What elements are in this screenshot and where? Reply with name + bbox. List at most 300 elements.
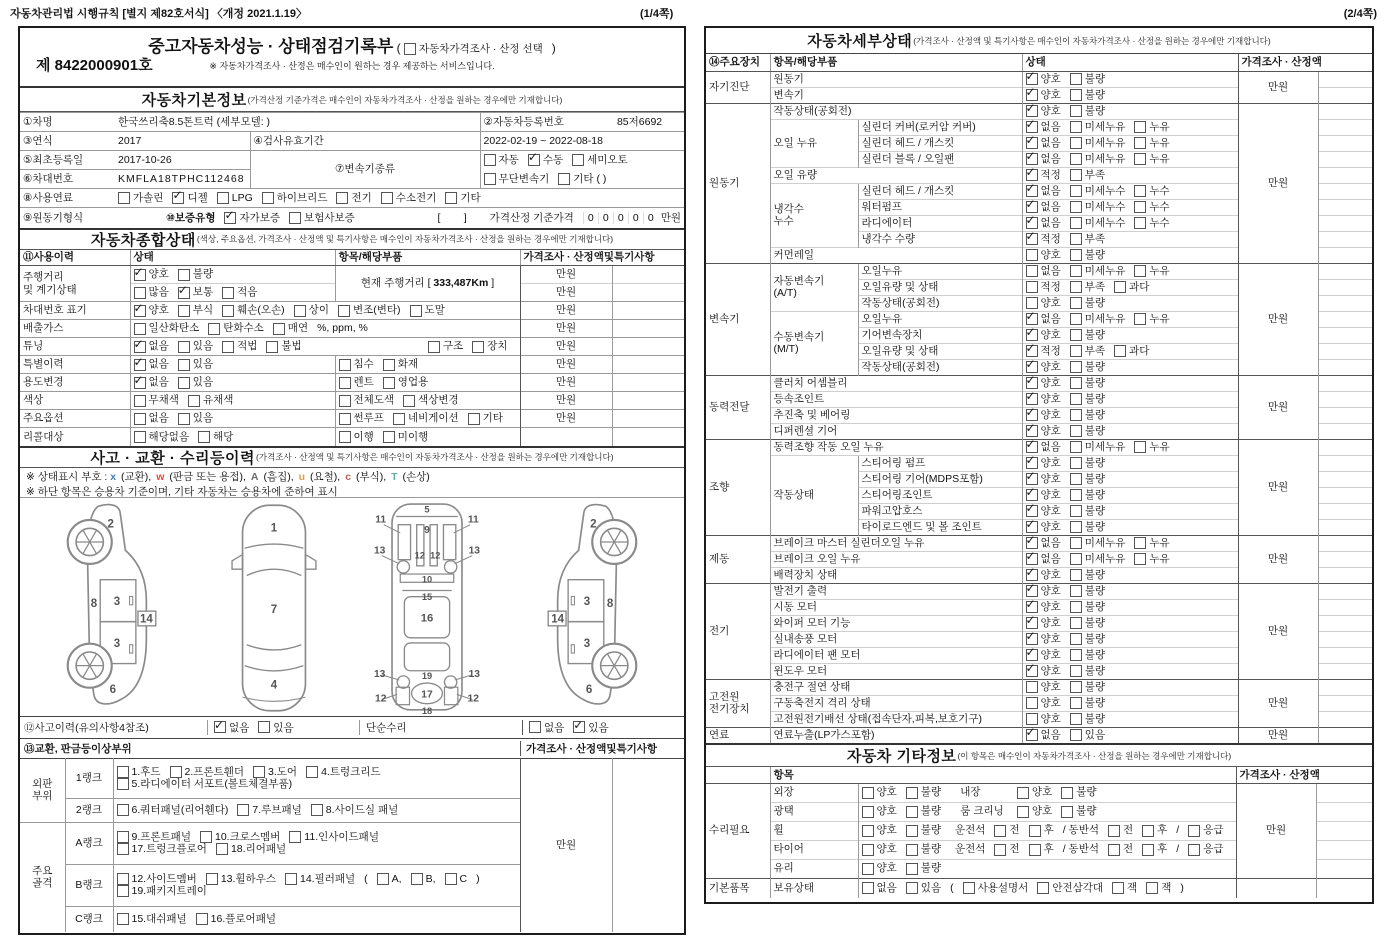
checkbox-option[interactable]: [311, 804, 399, 816]
checkbox[interactable]: [1134, 537, 1146, 549]
checkbox[interactable]: [1070, 697, 1082, 709]
checkbox[interactable]: [1026, 617, 1038, 629]
checkbox[interactable]: [1026, 265, 1038, 277]
checkbox[interactable]: [1026, 505, 1038, 517]
checkbox-option[interactable]: [222, 286, 257, 298]
checkbox[interactable]: [237, 804, 249, 816]
checkbox[interactable]: [906, 825, 918, 837]
checkbox-option[interactable]: [117, 843, 207, 855]
checkbox-option[interactable]: [216, 843, 286, 855]
checkbox[interactable]: [383, 377, 395, 389]
checkbox[interactable]: [1026, 441, 1038, 453]
checkbox[interactable]: [338, 305, 350, 317]
checkbox-option[interactable]: [403, 394, 459, 406]
checkbox[interactable]: [1188, 844, 1200, 856]
checkbox[interactable]: [403, 395, 415, 407]
checkbox-option[interactable]: [1142, 824, 1167, 836]
checkbox[interactable]: [906, 844, 918, 856]
checkbox-option[interactable]: [1026, 457, 1061, 469]
checkbox-option[interactable]: [1070, 697, 1105, 709]
checkbox[interactable]: [1188, 825, 1200, 837]
checkbox[interactable]: [1026, 201, 1038, 213]
checkbox-option[interactable]: [262, 192, 328, 204]
checkbox[interactable]: [1070, 505, 1082, 517]
checkbox-option[interactable]: [862, 805, 897, 817]
checkbox[interactable]: [906, 787, 918, 799]
checkbox[interactable]: [117, 913, 129, 925]
checkbox-option[interactable]: [1061, 805, 1096, 817]
checkbox-option[interactable]: [1026, 649, 1061, 661]
checkbox[interactable]: [1070, 249, 1082, 261]
checkbox[interactable]: [906, 882, 918, 894]
checkbox-option[interactable]: [134, 322, 200, 334]
checkbox[interactable]: [1026, 249, 1038, 261]
checkbox-option[interactable]: [237, 804, 301, 816]
checkbox-option[interactable]: [178, 358, 213, 370]
checkbox-option[interactable]: [383, 431, 428, 443]
checkbox[interactable]: [1070, 377, 1082, 389]
checkbox-option[interactable]: [178, 286, 213, 298]
checkbox[interactable]: [1070, 441, 1082, 453]
checkbox-option[interactable]: [1026, 409, 1061, 421]
checkbox[interactable]: [1070, 553, 1082, 565]
checkbox[interactable]: [198, 431, 210, 443]
checkbox[interactable]: [573, 721, 585, 733]
checkbox-option[interactable]: [178, 268, 213, 280]
checkbox-option[interactable]: [862, 843, 897, 855]
checkbox[interactable]: [906, 863, 918, 875]
checkbox-option[interactable]: [1037, 882, 1103, 894]
checkbox[interactable]: [222, 341, 234, 353]
checkbox-option[interactable]: [862, 824, 897, 836]
checkbox[interactable]: [1070, 297, 1082, 309]
checkbox[interactable]: [1070, 217, 1082, 229]
checkbox[interactable]: [1026, 121, 1038, 133]
checkbox-option[interactable]: [1026, 185, 1061, 197]
checkbox-option[interactable]: [1026, 361, 1061, 373]
checkbox[interactable]: [134, 305, 146, 317]
checkbox-option[interactable]: [1026, 617, 1061, 629]
checkbox-option[interactable]: [289, 212, 355, 224]
checkbox-option[interactable]: [1026, 393, 1061, 405]
checkbox[interactable]: [472, 341, 484, 353]
checkbox[interactable]: [1070, 313, 1082, 325]
checkbox[interactable]: [134, 341, 146, 353]
checkbox[interactable]: [200, 831, 212, 843]
checkbox[interactable]: [134, 431, 146, 443]
checkbox-option[interactable]: [1070, 249, 1105, 261]
checkbox[interactable]: [1026, 137, 1038, 149]
checkbox[interactable]: [1146, 882, 1158, 894]
checkbox-option[interactable]: [1026, 473, 1061, 485]
checkbox-option[interactable]: [445, 192, 480, 204]
checkbox[interactable]: [994, 844, 1006, 856]
checkbox[interactable]: [381, 192, 393, 204]
checkbox-option[interactable]: [1070, 345, 1105, 357]
checkbox[interactable]: [529, 721, 541, 733]
checkbox[interactable]: [178, 359, 190, 371]
checkbox-option[interactable]: [134, 431, 190, 443]
checkbox-option[interactable]: [134, 286, 169, 298]
checkbox[interactable]: [1026, 393, 1038, 405]
checkbox[interactable]: [377, 873, 389, 885]
checkbox[interactable]: [117, 873, 129, 885]
checkbox[interactable]: [1134, 441, 1146, 453]
checkbox-option[interactable]: [134, 358, 169, 370]
checkbox[interactable]: [393, 413, 405, 425]
checkbox[interactable]: [1026, 681, 1038, 693]
checkbox-option[interactable]: [178, 376, 213, 388]
checkbox-option[interactable]: [1026, 713, 1061, 725]
checkbox[interactable]: [1070, 601, 1082, 613]
checkbox-option[interactable]: [1070, 281, 1105, 293]
checkbox[interactable]: [253, 766, 265, 778]
checkbox-option[interactable]: [1026, 345, 1061, 357]
checkbox-option[interactable]: [117, 804, 229, 816]
checkbox-option[interactable]: [529, 720, 564, 735]
checkbox[interactable]: [1070, 473, 1082, 485]
checkbox-option[interactable]: [1070, 489, 1105, 501]
checkbox-option[interactable]: [134, 394, 179, 406]
checkbox[interactable]: [383, 431, 395, 443]
checkbox-option[interactable]: [214, 720, 249, 735]
checkbox-option[interactable]: [134, 412, 169, 424]
checkbox-option[interactable]: [1070, 649, 1105, 661]
checkbox[interactable]: [178, 413, 190, 425]
checkbox-option[interactable]: [338, 304, 401, 316]
checkbox[interactable]: [134, 395, 146, 407]
checkbox[interactable]: [208, 323, 220, 335]
checkbox[interactable]: [1026, 73, 1038, 85]
checkbox-option[interactable]: [1108, 824, 1133, 836]
checkbox[interactable]: [404, 43, 416, 55]
checkbox-option[interactable]: [1070, 537, 1126, 549]
checkbox[interactable]: [1070, 409, 1082, 421]
checkbox-option[interactable]: [339, 431, 374, 443]
checkbox-option[interactable]: [134, 304, 169, 316]
checkbox-option[interactable]: [1114, 345, 1149, 357]
checkbox-option[interactable]: [1026, 89, 1061, 101]
checkbox-option[interactable]: [1026, 425, 1061, 437]
checkbox[interactable]: [1026, 553, 1038, 565]
checkbox-option[interactable]: [1188, 843, 1223, 855]
checkbox-option[interactable]: [862, 862, 897, 874]
checkbox-option[interactable]: [1026, 569, 1061, 581]
checkbox[interactable]: [1070, 489, 1082, 501]
checkbox[interactable]: [206, 873, 218, 885]
checkbox-option[interactable]: [170, 766, 244, 778]
checkbox[interactable]: [217, 192, 229, 204]
checkbox[interactable]: [1026, 361, 1038, 373]
checkbox[interactable]: [339, 359, 351, 371]
checkbox[interactable]: [1026, 217, 1038, 229]
checkbox[interactable]: [1026, 489, 1038, 501]
checkbox[interactable]: [906, 806, 918, 818]
checkbox[interactable]: [1026, 697, 1038, 709]
checkbox-option[interactable]: [1026, 297, 1061, 309]
checkbox-option[interactable]: [1026, 585, 1061, 597]
checkbox[interactable]: [266, 341, 278, 353]
checkbox[interactable]: [339, 395, 351, 407]
checkbox-option[interactable]: [339, 358, 374, 370]
checkbox[interactable]: [1134, 121, 1146, 133]
checkbox-option[interactable]: [1070, 153, 1126, 165]
checkbox[interactable]: [445, 873, 457, 885]
checkbox[interactable]: [1026, 297, 1038, 309]
checkbox-option[interactable]: [528, 154, 563, 166]
checkbox[interactable]: [1070, 585, 1082, 597]
checkbox[interactable]: [222, 287, 234, 299]
checkbox-option[interactable]: [222, 340, 257, 352]
checkbox-option[interactable]: [1026, 281, 1061, 293]
checkbox[interactable]: [1070, 121, 1082, 133]
checkbox-option[interactable]: [1026, 377, 1061, 389]
checkbox-option[interactable]: [1026, 681, 1061, 693]
checkbox[interactable]: [1061, 787, 1073, 799]
checkbox-option[interactable]: [1026, 329, 1061, 341]
checkbox-option[interactable]: [1070, 73, 1105, 85]
checkbox[interactable]: [1070, 89, 1082, 101]
checkbox[interactable]: [289, 831, 301, 843]
checkbox-option[interactable]: [339, 412, 384, 424]
checkbox-option[interactable]: [994, 843, 1019, 855]
checkbox-option[interactable]: [339, 376, 374, 388]
checkbox-option[interactable]: [906, 843, 941, 855]
checkbox[interactable]: [1026, 585, 1038, 597]
checkbox[interactable]: [196, 913, 208, 925]
checkbox[interactable]: [1134, 313, 1146, 325]
checkbox[interactable]: [862, 863, 874, 875]
checkbox[interactable]: [1134, 185, 1146, 197]
checkbox[interactable]: [1070, 361, 1082, 373]
checkbox-option[interactable]: [1026, 665, 1061, 677]
checkbox[interactable]: [339, 377, 351, 389]
checkbox[interactable]: [1114, 345, 1126, 357]
checkbox[interactable]: [1108, 825, 1120, 837]
checkbox-option[interactable]: [117, 831, 191, 843]
checkbox[interactable]: [1029, 825, 1041, 837]
checkbox-option[interactable]: [1070, 89, 1105, 101]
checkbox-option[interactable]: [1134, 137, 1169, 149]
checkbox[interactable]: [1026, 313, 1038, 325]
checkbox[interactable]: [1134, 217, 1146, 229]
checkbox[interactable]: [1061, 806, 1073, 818]
checkbox-option[interactable]: [198, 431, 233, 443]
checkbox[interactable]: [1134, 553, 1146, 565]
checkbox-option[interactable]: [410, 304, 445, 316]
checkbox[interactable]: [411, 873, 423, 885]
checkbox-option[interactable]: [1026, 201, 1061, 213]
checkbox[interactable]: [216, 843, 228, 855]
checkbox-option[interactable]: [862, 786, 897, 798]
checkbox-option[interactable]: [1026, 249, 1061, 261]
checkbox-option[interactable]: [1070, 729, 1105, 741]
checkbox[interactable]: [1017, 806, 1029, 818]
checkbox-option[interactable]: [1026, 537, 1061, 549]
checkbox[interactable]: [1070, 713, 1082, 725]
checkbox-option[interactable]: [1070, 185, 1126, 197]
checkbox-option[interactable]: [188, 394, 233, 406]
checkbox[interactable]: [1070, 617, 1082, 629]
checkbox-option[interactable]: [1026, 73, 1061, 85]
checkbox-option[interactable]: [1070, 313, 1126, 325]
checkbox-option[interactable]: [1070, 665, 1105, 677]
checkbox-option[interactable]: [1070, 505, 1105, 517]
checkbox[interactable]: [273, 323, 285, 335]
checkbox[interactable]: [1070, 665, 1082, 677]
checkbox[interactable]: [468, 413, 480, 425]
checkbox[interactable]: [994, 825, 1006, 837]
checkbox[interactable]: [1026, 521, 1038, 533]
checkbox-option[interactable]: [1026, 265, 1061, 277]
checkbox-option[interactable]: [206, 873, 276, 885]
checkbox[interactable]: [306, 766, 318, 778]
checkbox-option[interactable]: [1070, 201, 1126, 213]
checkbox[interactable]: [134, 269, 146, 281]
checkbox-option[interactable]: [1026, 153, 1061, 165]
checkbox[interactable]: [289, 212, 301, 224]
checkbox[interactable]: [178, 287, 190, 299]
checkbox-option[interactable]: [1070, 297, 1105, 309]
checkbox-option[interactable]: [468, 412, 503, 424]
checkbox-option[interactable]: [862, 882, 897, 894]
checkbox-option[interactable]: [1026, 137, 1061, 149]
checkbox[interactable]: [862, 787, 874, 799]
checkbox-option[interactable]: [224, 212, 280, 224]
checkbox[interactable]: [134, 323, 146, 335]
checkbox[interactable]: [1070, 137, 1082, 149]
checkbox[interactable]: [178, 305, 190, 317]
checkbox-option[interactable]: [1026, 505, 1061, 517]
checkbox[interactable]: [572, 154, 584, 166]
checkbox-option[interactable]: [1070, 217, 1126, 229]
checkbox-option[interactable]: [906, 786, 941, 798]
checkbox-option[interactable]: [222, 304, 285, 316]
checkbox[interactable]: [224, 212, 236, 224]
checkbox[interactable]: [1026, 329, 1038, 341]
checkbox[interactable]: [1070, 729, 1082, 741]
checkbox-option[interactable]: [217, 192, 253, 204]
checkbox[interactable]: [1026, 281, 1038, 293]
checkbox-option[interactable]: [118, 192, 163, 204]
checkbox-option[interactable]: [1070, 713, 1105, 725]
checkbox[interactable]: [1134, 265, 1146, 277]
checkbox-option[interactable]: [117, 766, 161, 778]
checkbox-option[interactable]: [573, 720, 608, 735]
checkbox-option[interactable]: [484, 154, 519, 166]
checkbox-option[interactable]: [1114, 281, 1149, 293]
checkbox[interactable]: [1029, 844, 1041, 856]
checkbox-option[interactable]: [1142, 843, 1167, 855]
checkbox-option[interactable]: [411, 873, 436, 885]
checkbox[interactable]: [336, 192, 348, 204]
checkbox-option[interactable]: [134, 340, 169, 352]
checkbox[interactable]: [1026, 425, 1038, 437]
checkbox-option[interactable]: [1070, 681, 1105, 693]
checkbox[interactable]: [1026, 649, 1038, 661]
checkbox[interactable]: [383, 359, 395, 371]
checkbox-option[interactable]: [1070, 329, 1105, 341]
checkbox-option[interactable]: [906, 862, 941, 874]
checkbox-option[interactable]: [196, 913, 276, 925]
checkbox[interactable]: [1026, 185, 1038, 197]
checkbox[interactable]: [1070, 649, 1082, 661]
checkbox-option[interactable]: [1070, 233, 1105, 245]
checkbox[interactable]: [862, 882, 874, 894]
checkbox-option[interactable]: [266, 340, 301, 352]
checkbox-option[interactable]: [1070, 393, 1105, 405]
checkbox-option[interactable]: [1134, 537, 1169, 549]
checkbox-option[interactable]: [1134, 313, 1169, 325]
checkbox[interactable]: [1142, 825, 1154, 837]
checkbox-option[interactable]: [1017, 805, 1052, 817]
checkbox-option[interactable]: [1070, 425, 1105, 437]
checkbox-option[interactable]: [289, 831, 379, 843]
checkbox-option[interactable]: [1026, 169, 1061, 181]
checkbox-option[interactable]: [1026, 441, 1061, 453]
checkbox-option[interactable]: [1026, 729, 1061, 741]
checkbox[interactable]: [188, 395, 200, 407]
checkbox[interactable]: [1026, 153, 1038, 165]
checkbox[interactable]: [1070, 201, 1082, 213]
checkbox[interactable]: [117, 778, 129, 790]
checkbox-option[interactable]: [377, 873, 402, 885]
checkbox-option[interactable]: [306, 766, 380, 778]
checkbox-option[interactable]: [1070, 137, 1126, 149]
checkbox-option[interactable]: [134, 268, 169, 280]
checkbox[interactable]: [134, 287, 146, 299]
checkbox[interactable]: [1070, 425, 1082, 437]
checkbox[interactable]: [1037, 882, 1049, 894]
checkbox-option[interactable]: [906, 882, 941, 894]
checkbox[interactable]: [445, 192, 457, 204]
checkbox-option[interactable]: [1070, 265, 1126, 277]
checkbox[interactable]: [1134, 201, 1146, 213]
checkbox-option[interactable]: [1070, 473, 1105, 485]
checkbox-option[interactable]: [1134, 201, 1169, 213]
checkbox[interactable]: [410, 305, 422, 317]
checkbox-option[interactable]: [117, 778, 293, 790]
checkbox-option[interactable]: [1029, 824, 1054, 836]
checkbox-option[interactable]: [1070, 361, 1105, 373]
checkbox[interactable]: [117, 804, 129, 816]
checkbox-option[interactable]: [1134, 553, 1169, 565]
checkbox-option[interactable]: [1026, 553, 1061, 565]
checkbox[interactable]: [1108, 844, 1120, 856]
checkbox-option[interactable]: [1026, 121, 1061, 133]
checkbox[interactable]: [862, 844, 874, 856]
checkbox[interactable]: [1026, 665, 1038, 677]
checkbox[interactable]: [1070, 537, 1082, 549]
checkbox[interactable]: [1070, 105, 1082, 117]
checkbox-option[interactable]: [178, 340, 213, 352]
checkbox-option[interactable]: [1188, 824, 1223, 836]
checkbox-option[interactable]: [285, 873, 355, 885]
checkbox-option[interactable]: [906, 824, 941, 836]
checkbox[interactable]: [311, 804, 323, 816]
checkbox[interactable]: [258, 721, 270, 733]
checkbox[interactable]: [1070, 345, 1082, 357]
checkbox-option[interactable]: [1108, 843, 1133, 855]
checkbox[interactable]: [294, 305, 306, 317]
checkbox-option[interactable]: [1061, 786, 1096, 798]
checkbox[interactable]: [262, 192, 274, 204]
checkbox[interactable]: [117, 766, 129, 778]
checkbox[interactable]: [1026, 457, 1038, 469]
checkbox-option[interactable]: [1026, 489, 1061, 501]
checkbox[interactable]: [1026, 377, 1038, 389]
checkbox-option[interactable]: [1017, 786, 1052, 798]
